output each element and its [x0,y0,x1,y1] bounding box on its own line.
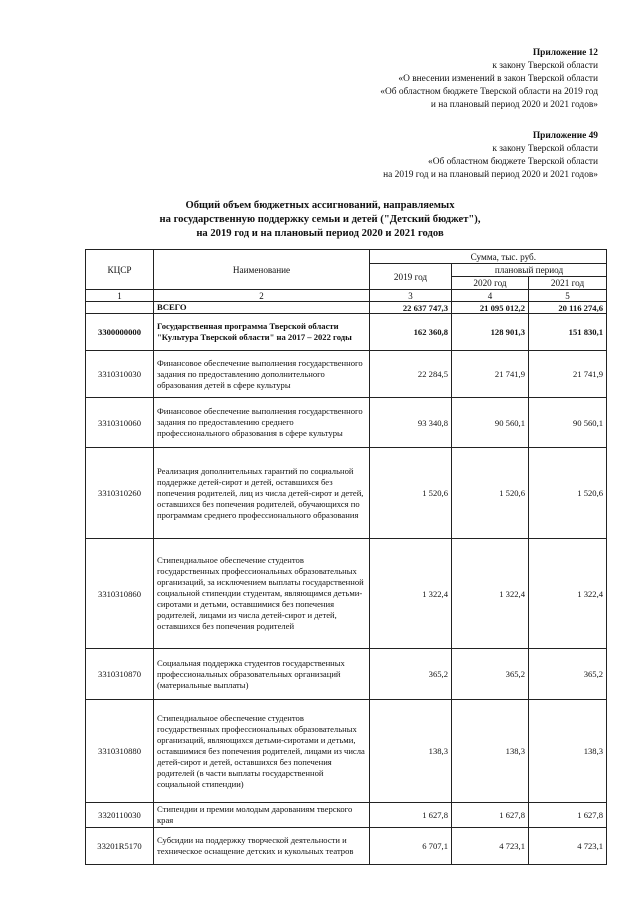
budget-table [85,249,607,865]
row-2019: 365,2 [370,649,452,700]
row-2020: 4 723,1 [452,828,529,865]
appendix-49-line: на 2019 год и на плановый период 2020 и 2021 годов» [383,170,598,180]
row-code: 3310310260 [86,448,154,539]
header-year-2020: 2020 год [452,277,529,290]
appendix-49-header [383,130,598,182]
row-code: 3320110030 [86,803,154,828]
row-2019: 138,3 [370,700,452,803]
row-2019: 1 520,6 [370,448,452,539]
row-2021: 151 830,1 [529,314,607,351]
row-2019: 1 322,4 [370,539,452,649]
header-sum: Сумма, тыс. руб. [370,250,607,264]
table-row [86,539,607,649]
row-2020: 90 560,1 [452,398,529,448]
table-row [86,828,607,865]
row-2020: 138,3 [452,700,529,803]
total-2019: 22 637 747,3 [370,302,452,314]
row-2021: 1 627,8 [529,803,607,828]
total-2020: 21 095 012,2 [452,302,529,314]
row-2019: 1 627,8 [370,803,452,828]
row-2019: 93 340,8 [370,398,452,448]
table-row [86,803,607,828]
index-cell: 2 [154,290,370,302]
row-2020: 365,2 [452,649,529,700]
appendix-12-title: Приложение 12 [532,48,598,58]
appendix-12-header [380,47,598,112]
row-2020: 21 741,9 [452,351,529,398]
table-row [86,314,607,351]
row-code: 3310310880 [86,700,154,803]
appendix-12-line: «Об областном бюджете Тверской области на 2019 год [380,87,598,97]
row-2020: 128 901,3 [452,314,529,351]
index-cell: 5 [529,290,607,302]
row-code: 33201R5170 [86,828,154,865]
row-2019: 22 284,5 [370,351,452,398]
row-code: 3310310060 [86,398,154,448]
total-row [86,302,607,314]
header-year-2019: 2019 год [370,264,452,290]
row-name: Социальная поддержка студентов государственных профессиональных образовательных организаций (материальные выплаты) [154,649,370,700]
row-name: Стипендиальное обеспечение студентов государственных профессиональных образовательных организаций, за исключением выплаты государственной социальной стипендии студентам, являющимся детьми-сиротами и детьми, оставшимися без попечения родителей, лицами из числа детей-сирот и детей, оставшихся без попечения родителей [154,539,370,649]
row-2021: 21 741,9 [529,351,607,398]
table-row [86,448,607,539]
appendix-49-title: Приложение 49 [532,131,598,141]
total-2021: 20 116 274,6 [529,302,607,314]
appendix-12-line: и на плановый период 2020 и 2021 годов» [430,100,598,110]
document-title [0,199,640,241]
document-title-line: на 2019 год и на плановый период 2020 и 2021 годов [196,228,444,239]
row-name: Финансовое обеспечение выполнения государственного задания по предоставлению дополнительного образования детей в сфере культуры [154,351,370,398]
row-name: Субсидии на поддержку творческой деятельности и техническое оснащение детских и кукольных театров [154,828,370,865]
table-row [86,700,607,803]
index-cell: 4 [452,290,529,302]
index-cell: 1 [86,290,154,302]
row-2021: 1 520,6 [529,448,607,539]
row-2021: 90 560,1 [529,398,607,448]
appendix-49-line: «Об областном бюджете Тверской области [428,157,598,167]
row-2020: 1 322,4 [452,539,529,649]
appendix-12-line: «О внесении изменений в закон Тверской области [398,74,598,84]
row-2019: 162 360,8 [370,314,452,351]
row-code: 3310310870 [86,649,154,700]
appendix-49-line: к закону Тверской области [492,144,598,154]
row-2021: 4 723,1 [529,828,607,865]
total-label: ВСЕГО [154,302,370,314]
row-2021: 365,2 [529,649,607,700]
index-cell: 3 [370,290,452,302]
row-name: Стипендиальное обеспечение студентов государственных профессиональных образовательных организаций, являющихся детьми-сиротами и детьми, оставшимися без попечения родителей, лицами из числа детей-сирот и детей, оставшихся без попечения родителей (в части выплаты государственной социальной стипендии) [154,700,370,803]
table-row [86,398,607,448]
header-year-2021: 2021 год [529,277,607,290]
row-name: Финансовое обеспечение выполнения государственного задания по предоставлению среднего профессионального образования в сфере культуры [154,398,370,448]
row-code: 3300000000 [86,314,154,351]
row-2020: 1 520,6 [452,448,529,539]
row-2020: 1 627,8 [452,803,529,828]
table-row [86,351,607,398]
header-name: Наименование [154,250,370,290]
appendix-12-line: к закону Тверской области [492,61,598,71]
row-name: Стипендии и премии молодым дарованиям тверского края [154,803,370,828]
header-planned-period: плановый период [452,264,607,277]
row-2021: 138,3 [529,700,607,803]
row-name: Реализация дополнительных гарантий по социальной поддержке детей-сирот и детей, оставшихся без попечения родителей, лиц из числа детей-сирот и детей, оставшихся без попечения родителей, обучающихся по программам среднего профессионального образования [154,448,370,539]
row-2019: 6 707,1 [370,828,452,865]
row-code: 3310310860 [86,539,154,649]
document-title-line: Общий объем бюджетных ассигнований, направляемых [185,200,455,211]
row-name: Государственная программа Тверской области "Культура Тверской области" на 2017 – 2022 годы [154,314,370,351]
row-2021: 1 322,4 [529,539,607,649]
row-code: 3310310030 [86,351,154,398]
table-row [86,649,607,700]
header-code: КЦСР [86,250,154,290]
document-title-line: на государственную поддержку семьи и детей ("Детский бюджет"), [159,214,481,225]
